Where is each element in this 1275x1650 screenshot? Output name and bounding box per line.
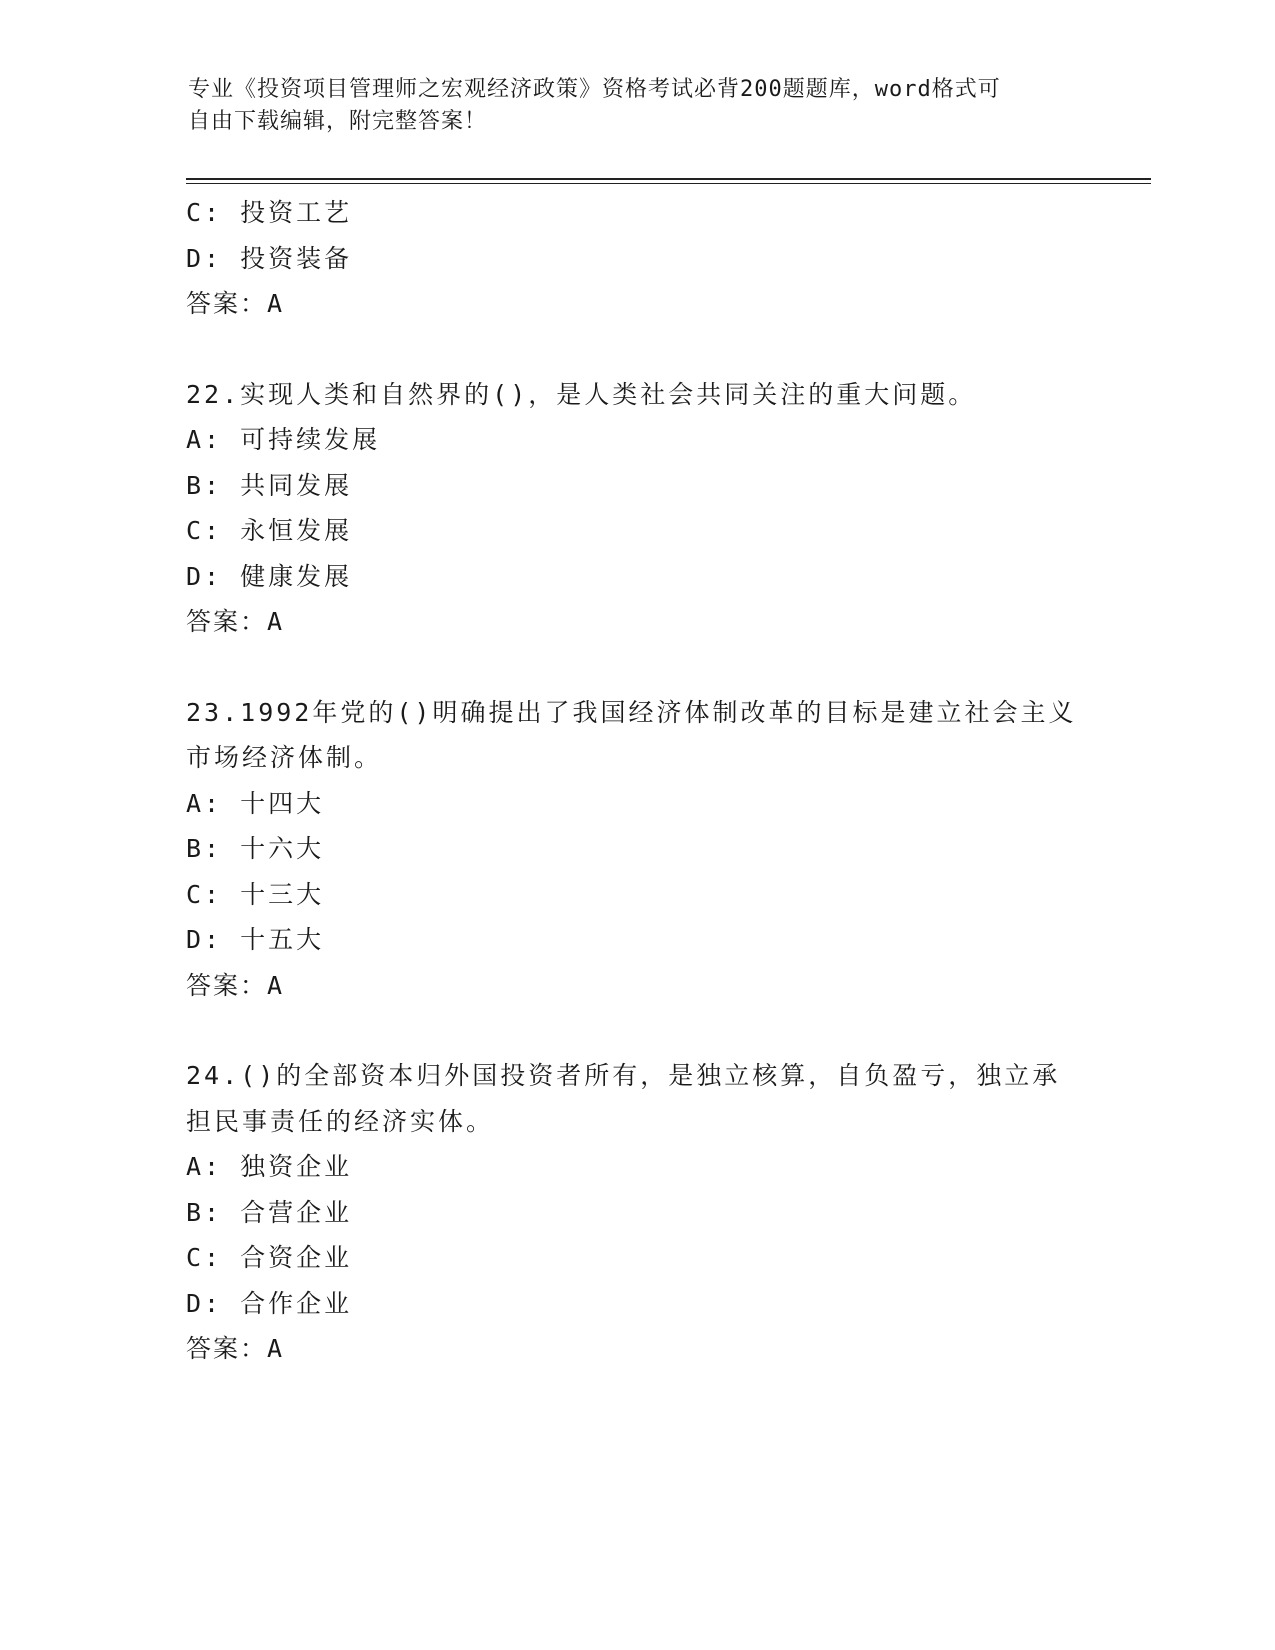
answer-line bbox=[186, 1326, 1086, 1372]
question-list bbox=[186, 190, 1086, 1372]
option-b: B: 合营企业 bbox=[186, 1197, 353, 1227]
question-stem-line-1: 24.()的全部资本归外国投资者所有，是独立核算，自负盈亏，独立承 bbox=[186, 1061, 1061, 1090]
option-c: C: 合资企业 bbox=[186, 1243, 353, 1272]
answer-label: 答案： bbox=[186, 970, 268, 1000]
answer-value: A bbox=[267, 289, 286, 318]
option-c: C: 十三大 bbox=[186, 879, 325, 909]
question-22 bbox=[186, 372, 1086, 645]
option-d: D: 健康发展 bbox=[186, 561, 353, 591]
question-23 bbox=[186, 690, 1086, 1009]
answer-line bbox=[186, 599, 1086, 645]
option-b: B: 十六大 bbox=[186, 834, 325, 863]
question-21-tail bbox=[186, 190, 1086, 327]
question-stem-line-2: 担民事责任的经济实体。 bbox=[186, 1106, 495, 1136]
option-d: D: 投资装备 bbox=[186, 243, 353, 273]
option-d: D: 合作企业 bbox=[186, 1288, 353, 1318]
question-stem: 22.实现人类和自然界的()，是人类社会共同关注的重大问题。 bbox=[186, 379, 977, 409]
answer-label: 答案： bbox=[186, 607, 268, 636]
header-divider-thin bbox=[186, 183, 1151, 184]
answer-value: A bbox=[267, 970, 286, 1000]
answer-value: A bbox=[267, 607, 286, 636]
header-line-1: 专业《投资项目管理师之宏观经济政策》资格考试必背200题题库，word格式可 bbox=[188, 77, 1001, 102]
option-a: A: 独资企业 bbox=[186, 1152, 353, 1181]
document-header bbox=[188, 74, 1088, 138]
option-b: B: 共同发展 bbox=[186, 470, 353, 500]
option-d: D: 十五大 bbox=[186, 925, 325, 954]
question-stem-line-1: 23.1992年党的()明确提出了我国经济体制改革的目标是建立社会主义 bbox=[186, 697, 1077, 727]
answer-line bbox=[186, 963, 1086, 1009]
question-stem-line-2: 市场经济体制。 bbox=[186, 743, 383, 772]
option-c: C: 永恒发展 bbox=[186, 516, 353, 545]
answer-value: A bbox=[267, 1334, 286, 1363]
answer-label: 答案： bbox=[186, 1334, 268, 1363]
answer-label: 答案： bbox=[186, 289, 268, 318]
question-24 bbox=[186, 1053, 1086, 1372]
option-c: C: 投资工艺 bbox=[186, 198, 353, 227]
header-divider-thick bbox=[186, 178, 1151, 180]
answer-line bbox=[186, 281, 1086, 327]
option-a: A: 可持续发展 bbox=[186, 425, 381, 454]
option-a: A: 十四大 bbox=[186, 788, 325, 818]
header-line-2: 自由下载编辑，附完整答案！ bbox=[188, 109, 488, 134]
